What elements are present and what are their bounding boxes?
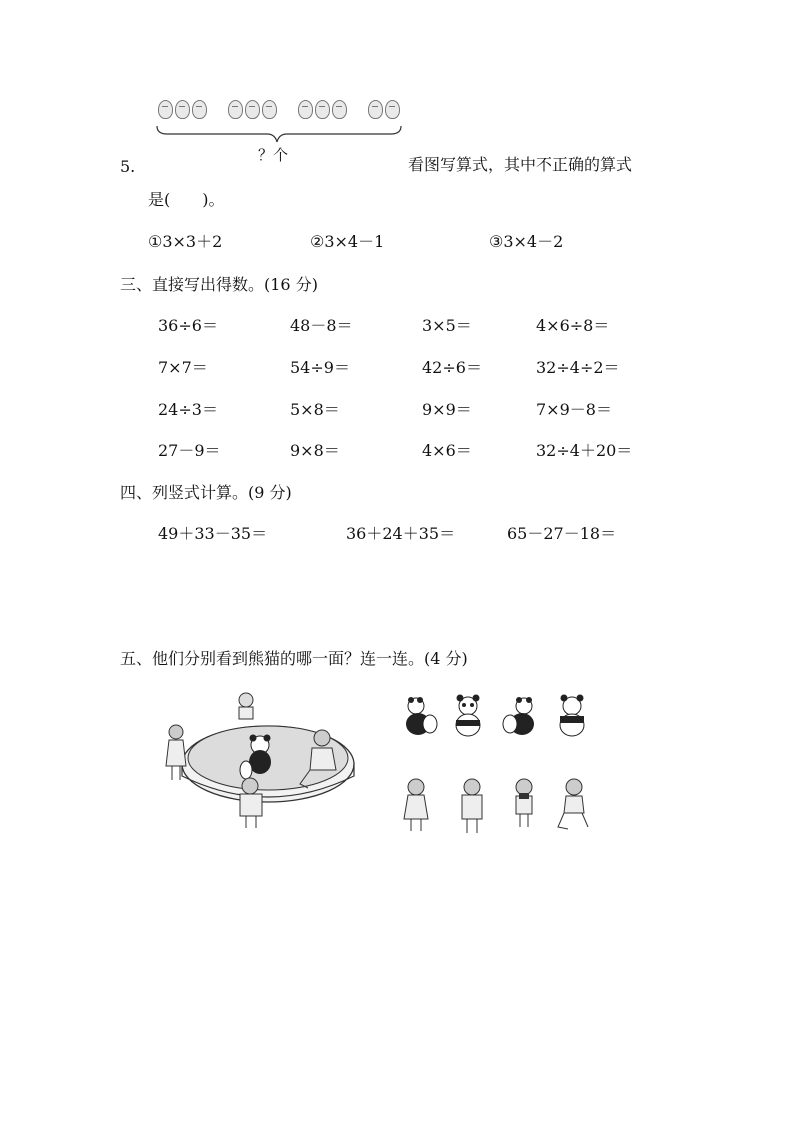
brace-icon [155,124,405,146]
panda-enclosure-scene [160,688,370,833]
calc-item: 5×8＝ [290,400,340,419]
calc-item: 4×6＝ [422,441,472,460]
egg-group [368,100,402,123]
calc-item: 24÷3＝ [158,400,218,419]
question-mark-label: ？个 [258,146,289,164]
boy-back-icon [462,779,482,833]
calc-item: 7×7＝ [158,358,208,377]
section-heading: 三、直接写出得数。(16 分) [120,275,318,294]
vertical-calc-item: 49＋33－35＝ [158,524,268,543]
section-heading: 五、他们分别看到熊猫的哪一面？连一连。(4 分) [120,649,468,668]
egg-icon [262,100,277,119]
panda-side-icon [406,697,437,735]
children-row [398,775,598,835]
answer-blank[interactable]: 是( )。 [148,190,225,209]
egg-group [158,100,209,123]
panda-front-icon [456,695,480,737]
egg-group [228,100,279,123]
egg-icon [368,100,383,119]
calc-item: 7×9－8＝ [536,400,612,419]
calc-item: 32÷4÷2＝ [536,358,620,377]
boy-front-icon [516,779,532,827]
egg-icon [315,100,330,119]
egg-icon [175,100,190,119]
egg-icon [245,100,260,119]
calc-item: 36÷6＝ [158,316,218,335]
calc-item: 42÷6＝ [422,358,482,377]
option-2[interactable]: ②3×4－1 [310,232,385,251]
kneeling-child-icon [558,779,588,829]
egg-icon [385,100,400,119]
calc-item: 3×5＝ [422,316,472,335]
girl-left-icon [404,779,428,831]
calc-item: 4×6÷8＝ [536,316,610,335]
egg-illustration [158,100,416,122]
panda-views-row [398,692,598,742]
calc-item: 27－9＝ [158,441,221,460]
question-prompt: 看图写算式，其中不正确的算式 [408,155,633,174]
egg-icon [332,100,347,119]
calc-item: 48－8＝ [290,316,353,335]
calc-item: 9×8＝ [290,441,340,460]
vertical-calc-item: 36＋24＋35＝ [346,524,456,543]
egg-group [298,100,349,123]
calc-item: 9×9＝ [422,400,472,419]
vertical-calc-item: 65－27－18＝ [507,524,617,543]
panda-other-side-icon [503,697,534,735]
section-heading: 四、列竖式计算。(9 分) [120,483,292,502]
egg-icon [228,100,243,119]
option-1[interactable]: ①3×3＋2 [148,232,223,251]
egg-icon [158,100,173,119]
calc-item: 32÷4＋20＝ [536,441,633,460]
calc-item: 54÷9＝ [290,358,350,377]
egg-icon [192,100,207,119]
option-3[interactable]: ③3×4－2 [489,232,564,251]
panda-back-icon [560,695,584,737]
egg-icon [298,100,313,119]
question-number: 5. [120,157,136,176]
